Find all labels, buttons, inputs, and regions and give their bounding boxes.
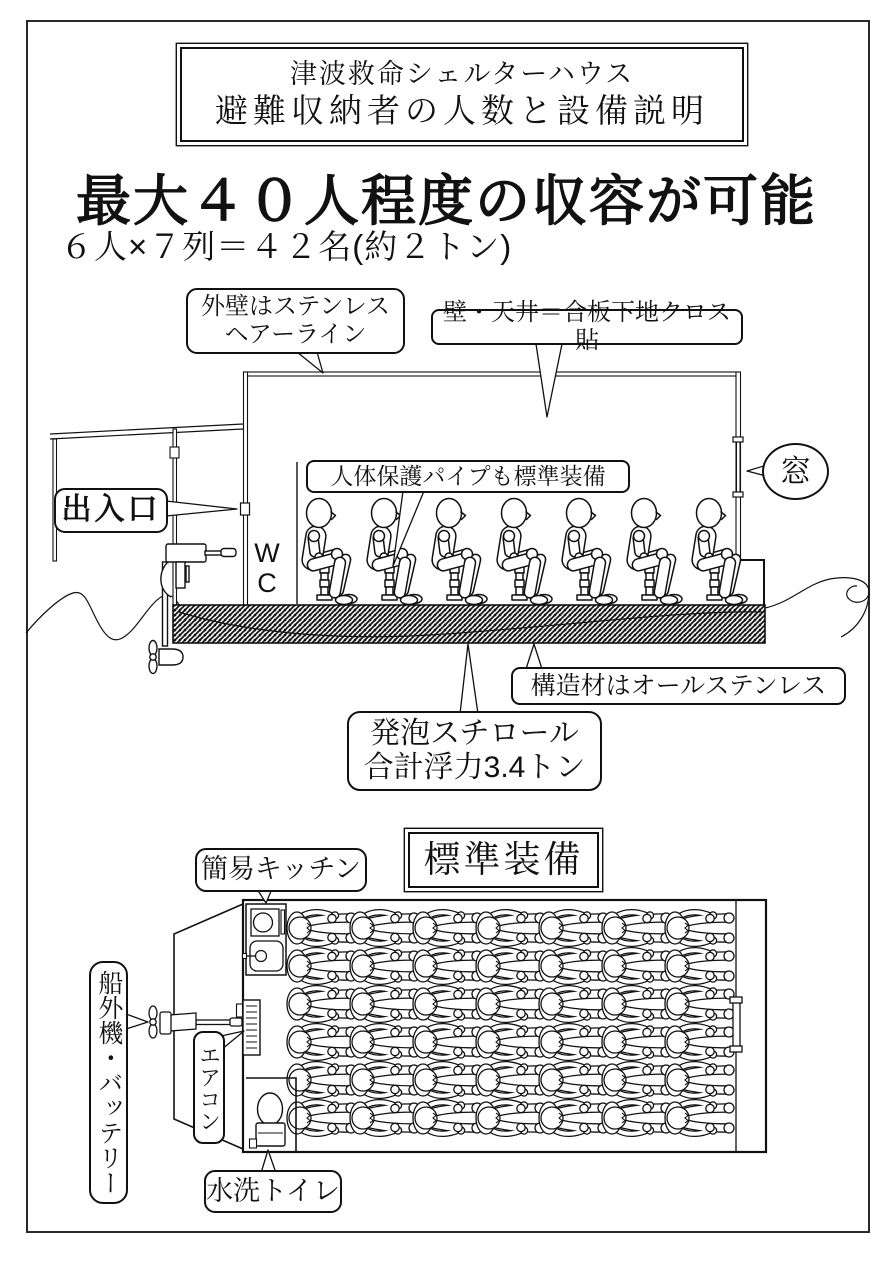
title-line2: 避難収納者の人数と設備説明 [215, 92, 709, 130]
shelter-roof [244, 372, 740, 376]
shelter-left-wall [244, 372, 248, 605]
leader-outboard [126, 1014, 148, 1029]
callout-styrofoam-line2: 合計浮力3.4トン [363, 751, 586, 784]
wave-right-2 [841, 591, 869, 637]
callout-styrofoam [347, 711, 602, 791]
aircon-unit [237, 1000, 261, 1055]
callout-toilet: 水洗トイレ [204, 1170, 342, 1213]
callout-outer-wall-line2: ヘアーライン [224, 321, 367, 348]
kitchen-unit [243, 904, 287, 975]
equipment-title-box: 標準装備 [408, 832, 599, 888]
seated-people-row [301, 499, 747, 605]
leader-styrofoam [460, 644, 478, 714]
styrofoam-floor [173, 605, 765, 643]
callout-structural: 構造材はオールステンレス [511, 667, 846, 705]
callout-window: 窓 [762, 443, 829, 500]
title-box [180, 47, 744, 142]
callout-wall-ceiling: 壁・天井＝合板下地クロス貼 [431, 309, 743, 345]
leader-entrance [166, 501, 237, 516]
callout-kitchen: 簡易キッチン [195, 848, 367, 892]
wc-label: W C [254, 538, 280, 598]
title-line1: 津波救命シェルターハウス [289, 59, 635, 89]
sub-heading: ６人×７列＝４２名(約２トン) [60, 228, 513, 265]
wave-right [765, 578, 869, 608]
leader-outer-wall [297, 352, 323, 373]
callout-outer-wall-line1: 外壁はステンレス [201, 293, 390, 321]
callout-protection-pipe: 人体保護パイプも標準装備 [306, 460, 630, 493]
callout-outboard-battery: 船外機・バッテリー [89, 961, 128, 1204]
callout-aircon: エアコン [193, 1031, 225, 1144]
wave-left [26, 592, 181, 639]
leader-structural [526, 644, 542, 669]
callout-outer-wall [186, 288, 405, 354]
main-heading: 最大４０人程度の収容が可能 [75, 170, 817, 232]
plan-view-diagram [149, 900, 766, 1152]
window-glass [737, 442, 741, 492]
porch-awning [50, 424, 243, 439]
leader-wall-ceiling [536, 344, 562, 417]
callout-entrance: 出入口 [54, 488, 168, 533]
callout-styrofoam-line1: 発泡スチロール [370, 716, 579, 750]
